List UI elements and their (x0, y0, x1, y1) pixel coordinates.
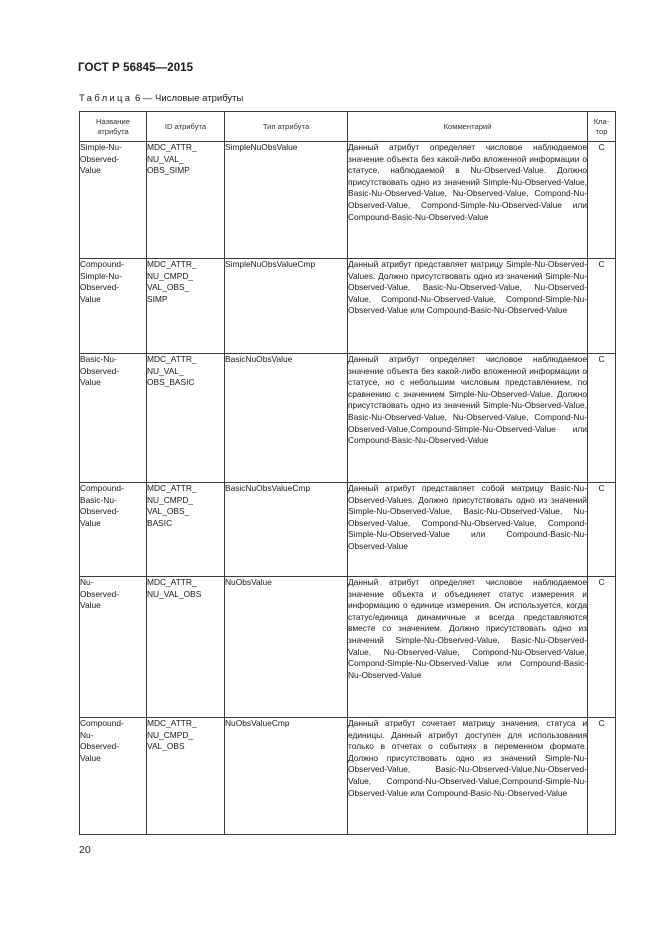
page-number: 20 (79, 844, 91, 856)
cell-comment: Данный атрибут сочетает матрицу значения, статуса и единицы. Данный атрибут доступен для использования только в отчетах о событиях в переменном формате. Должно присутствовать одно из значений Simple-Nu-Observed-Value, Basic-Nu-Observed-Value,Nu-Observed-Value, Compond-Nu-Observed-Value,Compound-Simple-Nu-Observed-Value или Compound-Basic-Nu-Observed-Value (348, 718, 588, 835)
cell-attribute-type: NuObsValueCmp (225, 718, 348, 835)
table-header-row (80, 112, 616, 142)
table-row (80, 483, 616, 577)
table-row (80, 354, 616, 483)
table-row (80, 577, 616, 718)
cell-comment: Данный атрибут определяет числовое наблюдаемое значение объекта и объединяет статус измерения и информацию о единице измерения. Он используется, когда статус/единица динамичные и всегда представляются вместе со значением. Должно присутствовать одно из значений Simple-Nu-Observed-Value, Basic-Nu-Observed-Value, Nu-Observed-Value, Compond-Nu-Observed-Value, Compond-Simple-Nu-Observed-Value или Compound-Basic-Nu-Observed-Value (348, 577, 588, 718)
table-row (80, 142, 616, 259)
cell-classifier: С (588, 577, 616, 718)
cell-classifier: С (588, 142, 616, 259)
numeric-attributes-table (79, 111, 616, 835)
cell-attribute-id: MDC_ATTR_ NU_VAL_ OBS_BASIC (147, 354, 225, 483)
cell-attribute-name: Nu- Observed- Value (80, 577, 147, 718)
cell-classifier: С (588, 354, 616, 483)
document-header: ГОСТ Р 56845—2015 (78, 62, 194, 74)
cell-comment: Данный атрибут определяет числовое наблюдаемое значение объекта без какой-либо вложенной информации о статусе, наблюдаемой в Nu-Observed-Value. Должно присутствовать одно из значений Simple-Nu-Observed-Value, Basic-Nu-Observed-Value, Nu-Observed-Value, Compond-Nu-Observed-Value, Compond-Simple-Nu-Observed-Value или Compound-Basic-Nu-Observed-Value (348, 142, 588, 259)
header-classifier: Кла-тор (588, 112, 616, 142)
cell-classifier: С (588, 483, 616, 577)
cell-comment: Данный атрибут представляет матрицу Simple-Nu-Observed-Values. Должно присутствовать одно из значений Simple-Nu-Observed-Value, Basic-Nu-Observed-Value, Nu-Observed-Value, Compond-Nu-Observed-Value, Compond-Simple-Nu-Observed-Value или Compound-Basic-Nu-Observed-Value (348, 259, 588, 354)
cell-attribute-type: SimpleNuObsValue (225, 142, 348, 259)
cell-attribute-id: MDC_ATTR_ NU_CMPD_ VAL_OBS_ BASIC (147, 483, 225, 577)
header-attribute-name: Название атрибута (80, 112, 147, 142)
cell-attribute-id: MDC_ATTR_ NU_VAL_OBS (147, 577, 225, 718)
cell-classifier: С (588, 718, 616, 835)
cell-attribute-id: MDC_ATTR_ NU_VAL_ OBS_SIMP (147, 142, 225, 259)
cell-attribute-id: MDC_ATTR_ NU_CMPD_ VAL_OBS_ SIMP (147, 259, 225, 354)
cell-attribute-name: Compound- Simple-Nu- Observed- Value (80, 259, 147, 354)
cell-attribute-id: MDC_ATTR_ NU_CMPD_ VAL_OBS (147, 718, 225, 835)
cell-attribute-type: SimpleNuObsValueCmp (225, 259, 348, 354)
cell-comment: Данный атрибут определяет числовое наблюдаемое значение объекта без какой-либо вложенной информации о статусе, но с небольшим числовым представлением, по сравнению с значением Simple-Nu-Observed-Value. Должно присутствовать одно из значений Simple-Nu-Observed-Value, Basic-Nu-Observed-Value, Nu-Observed-Value, Compond-Nu-Observed-Value,Compound-Simple-Nu-Observed-Value или Compound-Basic-Nu-Observed-Value (348, 354, 588, 483)
header-attribute-type: Тип атрибута (225, 112, 348, 142)
cell-attribute-name: Simple-Nu- Observed- Value (80, 142, 147, 259)
cell-attribute-name: Compound- Basic-Nu- Observed- Value (80, 483, 147, 577)
cell-attribute-type: NuObsValue (225, 577, 348, 718)
cell-classifier: С (588, 259, 616, 354)
table-row (80, 259, 616, 354)
table-caption-label: Таблица (79, 93, 133, 104)
cell-comment: Данный атрибут представляет собой матрицу Basic-Nu-Observed-Values. Должно присутствовать одно из значений Simple-Nu-Observed-Value, Basic-Nu-Observed-Value, Nu-Observed-Value, Compond-Nu-Observed-Value, Compond-Simple-Nu-Observed-Value или Compound-Basic-Nu-Observed-Value (348, 483, 588, 577)
cell-attribute-type: BasicNuObsValueCmp (225, 483, 348, 577)
table-caption-title: 6 — Числовые атрибуты (135, 93, 244, 104)
cell-attribute-type: BasicNuObsValue (225, 354, 348, 483)
cell-attribute-name: Basic-Nu- Observed- Value (80, 354, 147, 483)
table-caption (79, 93, 243, 104)
table-row (80, 718, 616, 835)
header-attribute-id: ID атрибута (147, 112, 225, 142)
cell-attribute-name: Compound- Nu- Observed- Value (80, 718, 147, 835)
header-comment: Комментарий (348, 112, 588, 142)
